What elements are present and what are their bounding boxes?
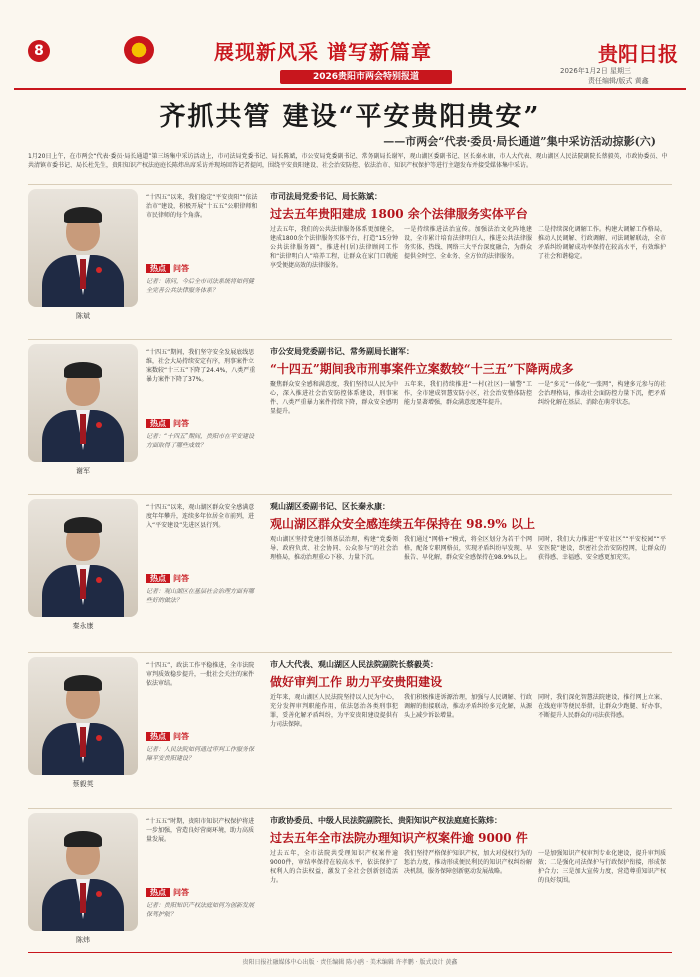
qa-question: 记者：人民法院如何通过审判工作服务保障平安贵阳建设？ (146, 746, 255, 762)
qa-label (146, 573, 258, 584)
qa-label-tag: 问答 (173, 888, 189, 897)
portrait-caption: 秦永康 (72, 622, 94, 630)
portrait-photo (28, 813, 138, 931)
article-column: 观山湖区坚持党建引领基层治理，构建“党委领导、政府负责、社会协同、公众参与”的社会治理格局，推动治理重心下移、力量下沉。 (270, 536, 398, 561)
qa-question: 记者：观山湖区在基层社会治理方面有哪些好的做法？ (146, 588, 255, 604)
speaker-byline: 市政协委员、中级人民法院副院长、贵阳知识产权法庭庭长陈炜： (270, 816, 502, 825)
section-title: 过去五年贵阳建成 1800 余个法律服务实体平台 (270, 207, 528, 221)
portrait-caption: 谢军 (76, 467, 90, 475)
article-column: 我们积极推进诉源治理，加强与人民调解、行政调解的衔接联动，推动矛盾纠纷多元化解，从源头上减少诉讼增量。 (404, 694, 532, 719)
article-column: 同时，我们深化智慧法院建设，推行网上立案、在线庭审等便民举措，让群众少跑腿、好办事，不断提升人民群众的司法获得感。 (538, 694, 666, 719)
speaker-byline: 市司法局党委书记、局长陈斌： (270, 192, 382, 201)
section-title: 做好审判工作 助力平安贵阳建设 (270, 675, 443, 689)
section-title: 观山湖区群众安全感连续五年保持在 98.9% 以上 (270, 517, 535, 531)
portrait-photo (28, 189, 138, 307)
article-column: 一是加强知识产权审判专业化建设，提升审判质效；二是强化司法保护与行政保护衔接，形成保护合力；三是加大宣传力度，营造尊重知识产权的良好氛围。 (538, 850, 666, 884)
portrait-photo (28, 657, 138, 775)
lede-paragraph: 1月20日上午，在市两会“代表·委员·局长通道”第三场集中采访活动上，市司法局党委书记、局长陈斌，市公安局党委副书记、常务副局长谢军，观山湖区委副书记、区长秦永康，市人大代表、观山湖区人民法院副院长蔡毅英，市政协委员、中共清镇市委书记、局长杜先生，贵阳知识产权法庭庭长陈炜出席采访并现场回答记者提问，围绕平安贵阳建设、社会治安防控、依法治市、知识产权保护等进行主题发布并接受媒体集中采访。 (28, 153, 668, 169)
pull-quote: “十四五”期间，我们坚守安全发展底线思维，社会大局持续安定有序，刑事案件立案数较“十三五”下降了24.4%，八类严重暴力案件下降了37%。 (146, 349, 256, 383)
speaker-byline: 观山湖区委副书记、区长秦永康： (270, 502, 390, 511)
portrait-caption: 陈斌 (76, 312, 90, 320)
portrait-caption: 蔡毅英 (72, 780, 94, 788)
footer-credits: 贵阳日报社融媒体中心出版 · 责任编辑 陈小鸥 · 美术编辑 许孝鹏 · 版式设计 黄鑫 (242, 959, 458, 966)
pull-quote: “十四五”，政法工作平稳推进，全市法院审判质效稳步提升，一批社会关注的案件依法审结。 (146, 662, 255, 687)
qa-label (146, 263, 258, 274)
article-column: 聚焦群众安全感和满意度，我们坚持以人民为中心，深入推进社会治安防控体系建设，刑事案件、八类严重暴力案件持续下降，群众安全感明显提升。 (270, 381, 398, 415)
subheadline: ——市两会“代表·委员·局长通道”集中采访活动掠影(六) (383, 135, 656, 148)
section-title: 过去五年全市法院办理知识产权案件逾 9000 件 (270, 831, 528, 845)
article-column: 我们坚持严格保护知识产权，加大对侵权行为的惩治力度，推动形成便民利民的知识产权纠纷解决机制，服务保障创新驱动发展战略。 (404, 850, 532, 875)
article-column: 一是持续推进法治宣传。加强法治文化阵地建设，全市累计培育法律明白人，推进公共法律服务实体、热线、网络三大平台深度融合，为群众提供全时空、全业务、全方位的法律服务。 (404, 226, 532, 260)
qa-question: 记者：“十四五”期间，贵阳市在平安建设方面取得了哪些成效？ (146, 433, 255, 449)
article-column: 过去五年，全市法院共受理知识产权案件逾9000件，审结率保持在较高水平，依法保护了权利人的合法权益，激发了全社会创新创造活力。 (270, 850, 398, 884)
article-column: 一是“多元”一体化“一张网”，构建多元参与的社会治理格局，推动社会面防控力量下沉，把矛盾纠纷化解在基层、消除在萌芽状态。 (538, 381, 666, 406)
article-column: 同时，我们大力推进“平安社区”“平安校园”“平安医院”建设，织密社会治安防控网，让群众的获得感、幸福感、安全感更加充实。 (538, 536, 666, 561)
pull-quote: “十四五”以来，观山湖区群众安全感满意度年年攀升，连续多年位居全市前列，进入“平安建设”先进区县行列。 (146, 504, 255, 529)
portrait-photo (28, 344, 138, 462)
qa-label (146, 887, 258, 898)
edition-info: 责任编辑/版式 黄鑫 (588, 77, 649, 85)
headline: 齐抓共管 建设“平安贵阳贵安” (159, 102, 541, 132)
pull-quote: “十四五”以来，我们稳定“平安贵阳”“依法治市”建设，积极开展“十五五”公职律师和市民律师的每个角落。 (146, 194, 258, 219)
article-column: 过去五年，我们的公共法律服务体系更加健全，建成1800余个法律服务实体平台，打造“15分钟公共法律服务圈”，推进村(居)法律顾问工作和“法律明白人”培养工程，让群众在家门口就能享受便捷高效的法律服务。 (270, 226, 398, 269)
interview-section (28, 652, 672, 796)
banner-title: 展现新风采 谱写新篇章 (214, 40, 432, 64)
qa-question: 记者：贵阳知识产权法庭如何为创新发展保驾护航？ (146, 902, 255, 918)
article-column: 五年来，我们持续推进“一村(社区)一辅警”工作，全市建成智慧安防小区，社会治安整体防控能力显著增强，群众满意度逐年提升。 (404, 381, 532, 406)
article-column: 二是持续深化调解工作。构建大调解工作格局，推动人民调解、行政调解、司法调解联动，全市矛盾纠纷调解成功率保持在较高水平，有效维护了社会和谐稳定。 (538, 226, 666, 260)
qa-label-tag: 问答 (173, 419, 189, 428)
qa-label-hot: 热点 (146, 264, 170, 273)
qa-label-hot: 热点 (146, 732, 170, 741)
qa-label (146, 418, 258, 429)
issue-date: 2026年1月2日 星期三 (560, 67, 631, 75)
qa-label-hot: 热点 (146, 419, 170, 428)
qa-label (146, 731, 258, 742)
interview-section (28, 494, 672, 638)
pull-quote: “十五五”时期，贵阳市知识产权保护将进一步加强，营造良好营商环境，助力高质量发展。 (146, 818, 255, 843)
qa-label-tag: 问答 (173, 732, 189, 741)
page-number: 8 (28, 40, 50, 62)
emblem-icon (124, 36, 154, 64)
qa-label-tag: 问答 (173, 574, 189, 583)
qa-label-tag: 问答 (173, 264, 189, 273)
portrait-photo (28, 499, 138, 617)
article-column: 近年来，观山湖区人民法院坚持以人民为中心，充分发挥审判职能作用，依法惩治各类刑事犯罪，妥善化解矛盾纠纷，为平安贵阳建设提供有力司法保障。 (270, 694, 398, 728)
masthead (0, 0, 700, 84)
speaker-byline: 市人大代表、观山湖区人民法院副院长蔡毅英： (270, 660, 438, 669)
interview-section (28, 808, 672, 952)
footer-rule (28, 952, 672, 953)
interview-section (28, 184, 672, 328)
speaker-byline: 市公安局党委副书记、常务副局长谢军： (270, 347, 414, 356)
banner-subtitle: 2026贵阳市两会特别报道 (280, 70, 452, 84)
paper-name: 贵阳日报 (598, 42, 678, 66)
portrait-caption: 陈炜 (76, 936, 90, 944)
article-column: 我们通过“网格+”模式，将全区划分为若干个网格，配备专职网格员，实现矛盾纠纷早发现、早报告、早化解，群众安全感保持在98.9%以上。 (404, 536, 532, 561)
section-title: “十四五”期间我市刑事案件立案数较“十三五”下降两成多 (270, 362, 574, 376)
qa-question: 记者：请问，今后全市司法系统将如何健全完善公共法律服务体系？ (146, 278, 255, 294)
qa-label-hot: 热点 (146, 574, 170, 583)
qa-label-hot: 热点 (146, 888, 170, 897)
interview-section (28, 339, 672, 483)
header-rule (14, 88, 686, 90)
